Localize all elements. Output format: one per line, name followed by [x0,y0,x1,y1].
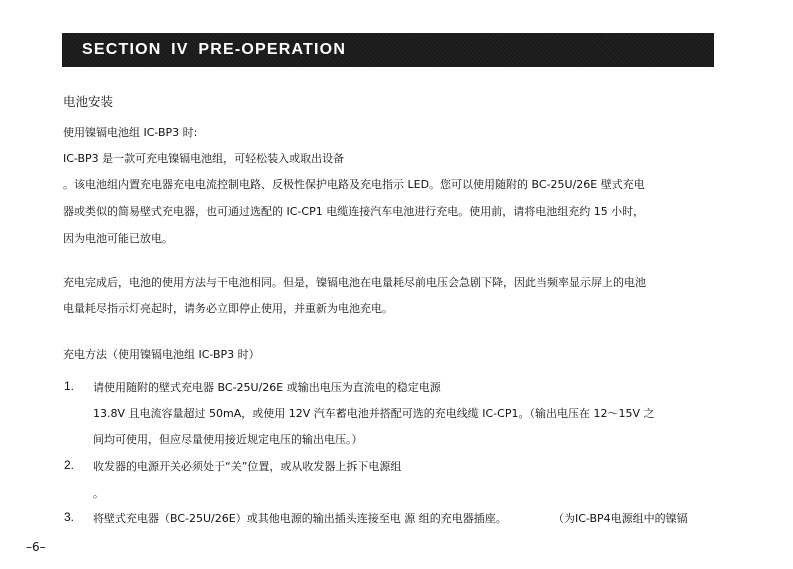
battery-installation-heading: 电池安装 [63,94,114,109]
paragraph-line: 器或类似的简易壁式充电器，也可通过选配的 IC-CP1 电缆连接汽车电池进行充电。使用前，请将电池组充约 15 小时， [63,205,645,218]
step-text: （为IC-BP4电源组中的镍镉 [553,512,688,525]
step-number: 2. [64,458,75,472]
step-number: 3. [64,510,75,524]
paragraph-line: 使用镍镉电池组 IC-BP3 时: [63,126,198,139]
section-title: SECTION IV PRE-OPERATION [82,41,347,58]
step-text: 收发器的电源开关必须处于“关”位置，或从收发器上拆下电源组 [93,460,402,473]
step-text: 间均可使用，但应尽量使用接近规定电压的输出电压。） [93,433,363,446]
step-text: 请使用随附的壁式充电器 BC-25U/26E 或输出电压为直流电的稳定电源 [93,381,441,394]
paragraph-line: IC-BP3 是一款可充电镍镉电池组，可轻松装入或取出设备 [63,152,345,165]
step-number: 1. [64,379,75,393]
section-header-banner [62,33,714,67]
step-text: 将壁式充电器（BC-25U/26E）或其他电源的输出插头连接至电 源 组的充电器插座。 [93,512,507,525]
paragraph-line: 电量耗尽指示灯亮起时，请务必立即停止使用，并重新为电池充电。 [63,302,393,315]
paragraph-line: 因为电池可能已放电。 [63,232,173,245]
page-number: –6– [26,540,46,554]
paragraph-line: 充电完成后，电池的使用方法与干电池相同。但是，镍镉电池在电量耗尽前电压会急剧下降，因此当频率显示屏上的电池 [63,276,646,289]
charging-method-heading: 充电方法（使用镍镉电池组 IC-BP3 时） [63,348,260,361]
step-text: 。 [93,487,104,500]
step-text: 13.8V 且电流容量超过 50mA，或使用 12V 汽车蓄电池并搭配可选的充电线缆 IC-CP1。（输出电压在 12～15V 之 [93,407,655,420]
paragraph-line: 。该电池组内置充电器充电电流控制电路、反极性保护电路及充电指示 LED。您可以使用随附的 BC-25U/26E 壁式充电 [63,178,645,191]
